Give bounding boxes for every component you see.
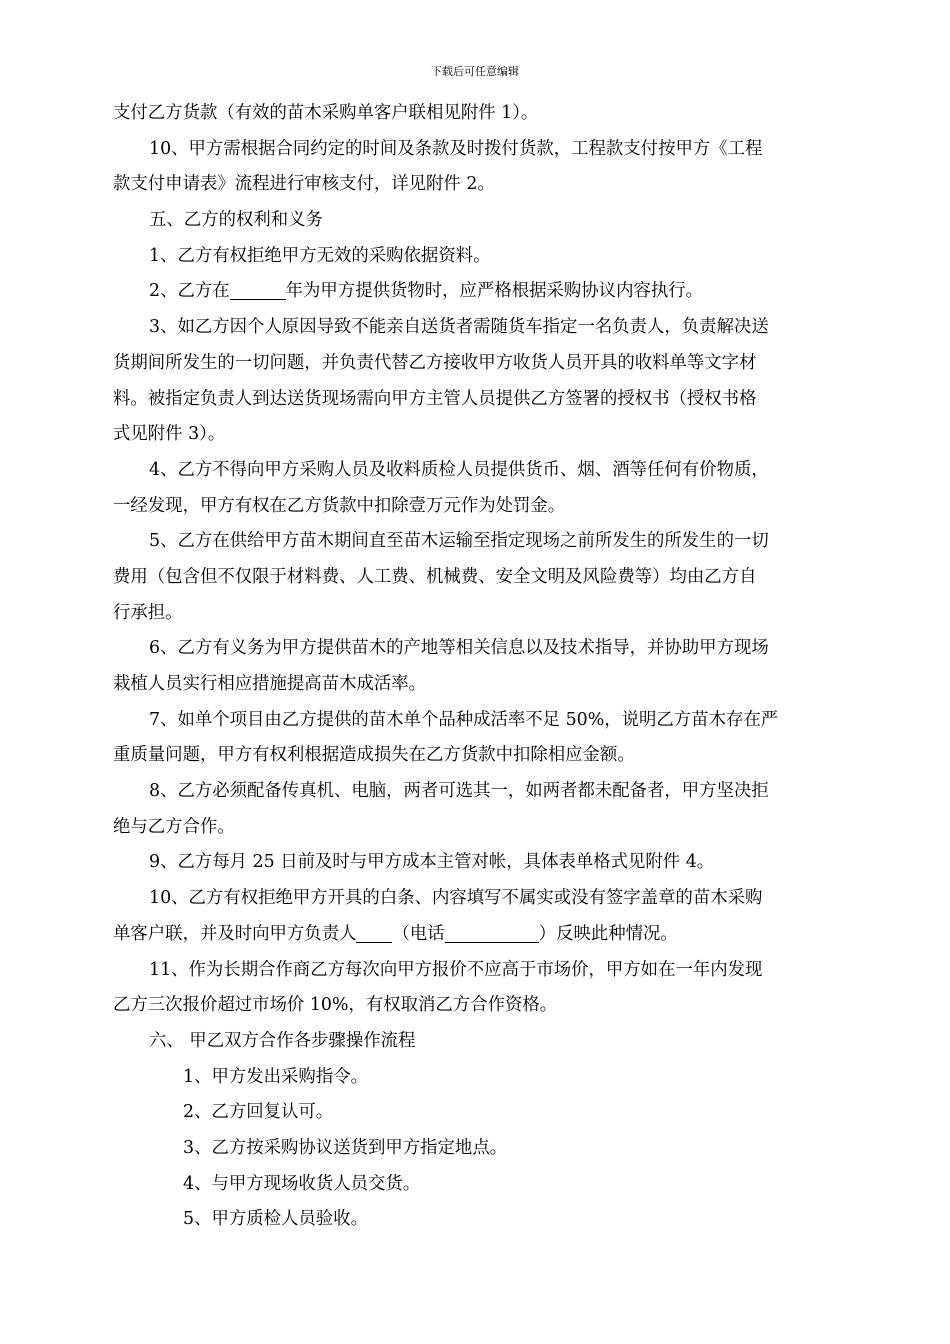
section-heading: 五、乙方的权利和义务 (149, 210, 323, 231)
paragraph-line: 栽植人员实行相应措施提高苗木成活率。 (113, 674, 427, 694)
blank-phone-field (445, 920, 539, 943)
text-segment: 2、乙方在 (149, 281, 230, 302)
paragraph-line (113, 274, 839, 310)
paragraph-line: 行承担。 (113, 602, 183, 623)
paragraph-line: 7、如单个项目由乙方提供的苗木单个品种成活率不足 50%，说明乙方苗木存在严 (149, 709, 779, 730)
list-item: 1、甲方发出采购指令。 (183, 1066, 368, 1087)
paragraph-line: 款支付申请表》流程进行审核支付，详见附件 2。 (113, 174, 495, 195)
paragraph-line: 3、如乙方因个人原因导致不能亲自送货者需随货车指定一名负责人，负责解决送 (149, 317, 769, 338)
list-item: 2、乙方回复认可。 (183, 1102, 334, 1123)
paragraph-line: 6、乙方有义务为甲方提供苗木的产地等相关信息以及技术指导，并协助甲方现场 (149, 638, 769, 659)
paragraph-line (113, 917, 839, 953)
document-body (113, 96, 839, 1238)
paragraph-line: 重质量问题，甲方有权利根据造成损失在乙方货款中扣除相应金额。 (113, 745, 635, 766)
list-item: 3、乙方按采购协议送货到甲方指定地点。 (183, 1137, 508, 1158)
section-heading: 六、 甲乙双方合作各步骤操作流程 (149, 1030, 416, 1051)
blank-name-field (356, 920, 392, 943)
paragraph-line: 10、甲方需根据合同约定的时间及条款及时拨付货款，工程款支付按甲方《工程 (149, 138, 763, 159)
text-segment: 单客户联，并及时向甲方负责人 (113, 923, 357, 944)
paragraph-line: 式见附件 3）。 (113, 424, 226, 445)
paragraph-line: 8、乙方必须配备传真机、电脑，两者可选其一，如两者都未配备者，甲方坚决拒 (149, 781, 769, 802)
paragraph-line: 11、作为长期合作商乙方每次向甲方报价不应高于市场价，甲方如在一年内发现 (149, 959, 763, 980)
paragraph-line: 绝与乙方合作。 (113, 816, 235, 837)
paragraph-line: 5、乙方在供给甲方苗木期间直至苗木运输至指定现场之前所发生的所发生的一切 (149, 531, 769, 552)
paragraph-line: 9、乙方每月 25 日前及时与甲方成本主管对帐，具体表单格式见附件 4。 (149, 852, 715, 873)
list-item: 4、与甲方现场收货人员交货。 (183, 1173, 421, 1194)
text-segment: 年为甲方提供货物时，应严格根据采购协议内容执行。 (285, 281, 704, 302)
paragraph-line: 10、乙方有权拒绝甲方开具的白条、内容填写不属实或没有签字盖章的苗木采购 (149, 888, 763, 909)
paragraph-line: 4、乙方不得向甲方采购人员及收料质检人员提供货币、烟、酒等任何有价物质， (149, 459, 769, 480)
list-item: 5、甲方质检人员验收。 (183, 1209, 368, 1230)
paragraph-line: 货期间所发生的一切问题，并负责代替乙方接收甲方收货人员开具的收料单等文字材 (113, 352, 757, 373)
blank-year-field (230, 277, 286, 300)
paragraph-line: 1、乙方有权拒绝甲方无效的采购依据资料。 (149, 245, 491, 266)
paragraph-line: 料。被指定负责人到达送货现场需向甲方主管人员提供乙方签署的授权书（授权书格 (113, 388, 757, 409)
paragraph-line: 费用（包含但不仅限于材料费、人工费、机械费、安全文明及风险费等）均由乙方自 (113, 566, 757, 587)
page-header: 下载后可任意编辑 (431, 65, 519, 78)
text-segment: ）反映此种情况。 (538, 923, 678, 944)
paragraph-line: 乙方三次报价超过市场价 10%，有权取消乙方合作资格。 (113, 995, 558, 1016)
text-segment: （电话 (392, 923, 445, 944)
paragraph-line: 支付乙方货款（有效的苗木采购单客户联相见附件 1）。 (113, 103, 539, 123)
paragraph-line: 一经发现，甲方有权在乙方货款中扣除壹万元作为处罚金。 (113, 495, 566, 516)
